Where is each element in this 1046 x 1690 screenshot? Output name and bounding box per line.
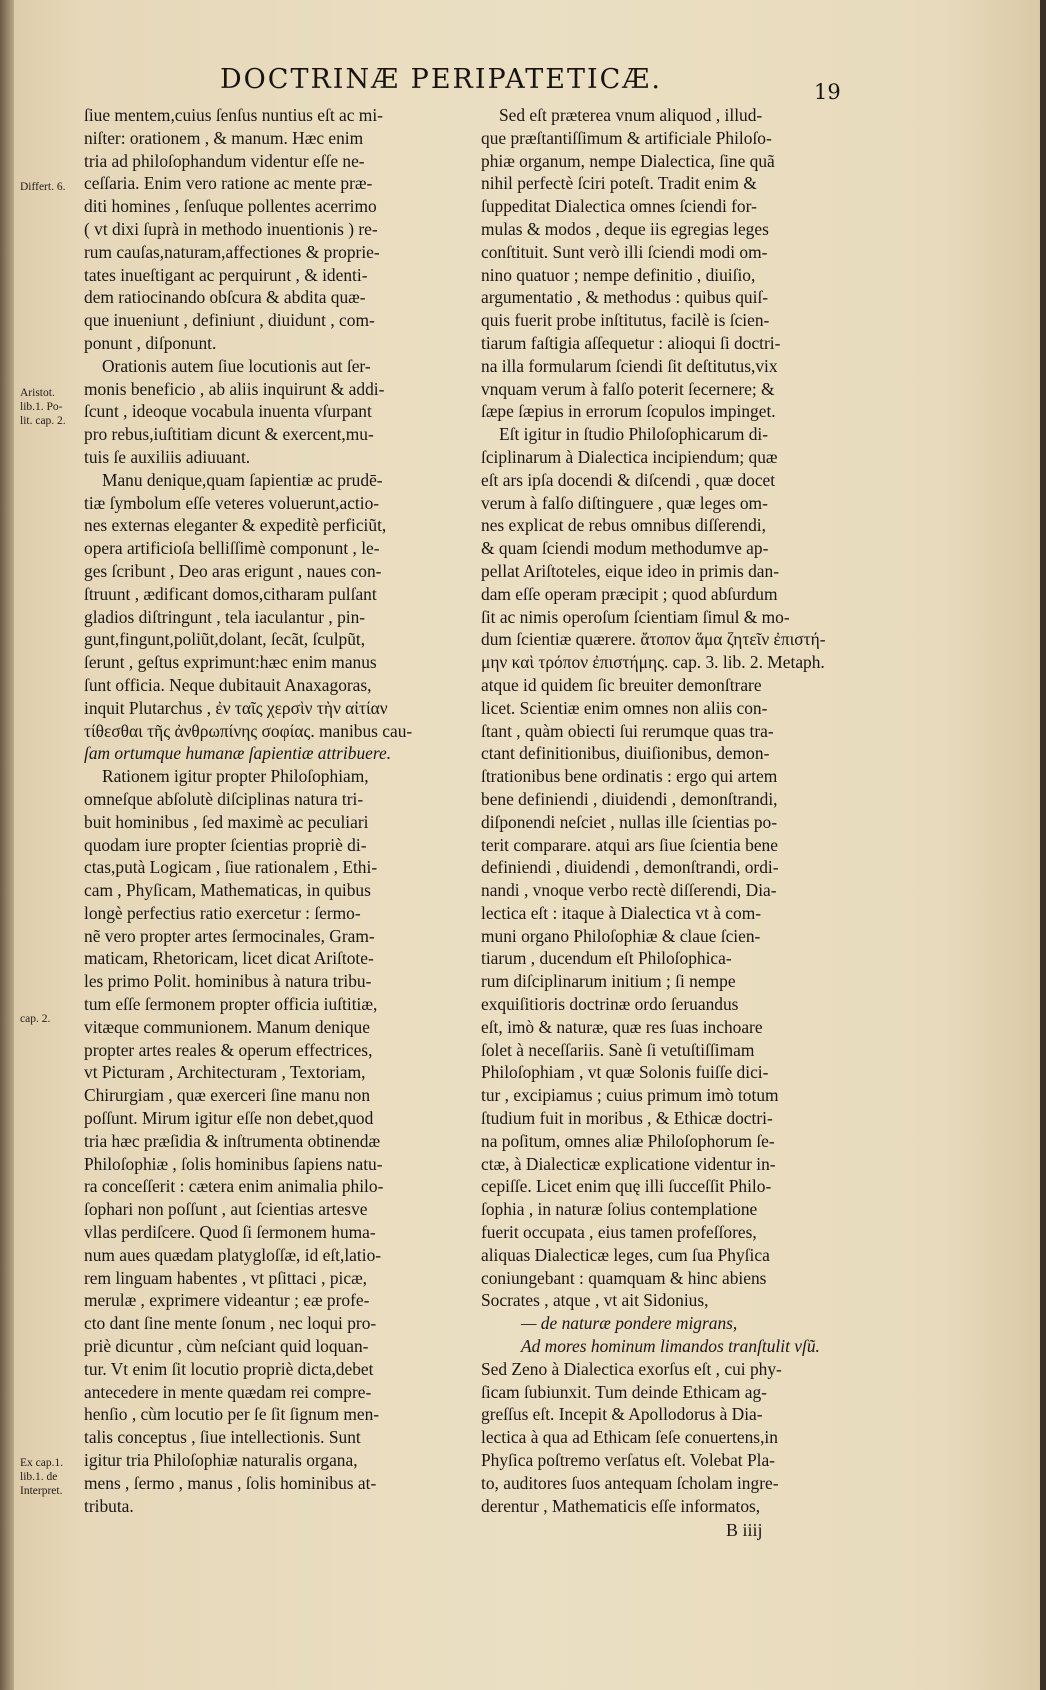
text-line: τίθεσθαι τῆς ἀνθρωπίνης σοφίας. manibus cau- bbox=[84, 720, 413, 741]
text-line: ges ſcribunt , Deo aras erigunt , naues con- bbox=[84, 560, 382, 581]
text-line: Chirurgiam , quæ exerceri ſine manu non bbox=[84, 1085, 371, 1106]
text-line: cto dant ſine mente ſonum , nec loqui pro- bbox=[84, 1313, 377, 1334]
text-line: ctant definitionibus, diuiſionibus, demon- bbox=[481, 743, 770, 764]
text-line: merulæ , exprimere videantur ; eæ profe- bbox=[84, 1290, 370, 1311]
text-line: dam eſſe operam præcipit ; quod abſurdum bbox=[481, 583, 778, 604]
text-line: pellat Ariſtoteles, eique ideo in primis dan- bbox=[481, 560, 779, 581]
text-line: nandi , vnoque verbo rectè diſſerendi, Dia- bbox=[481, 880, 777, 901]
text-line: ctæ, à Dialecticæ explicatione videntur in- bbox=[481, 1153, 776, 1174]
text-line: eſt, imò & naturæ, quæ res ſuas inchoare bbox=[481, 1016, 763, 1037]
text-line: ſerunt , geſtus exprimunt:hæc enim manus bbox=[84, 652, 377, 673]
text-line: rem linguam habentes , vt pſittaci , picæ, bbox=[84, 1267, 368, 1288]
text-line: lectica à qua ad Ethicam ſeſe conuertens,in bbox=[481, 1427, 778, 1448]
text-line: antecedere in mente quædam rei compre- bbox=[84, 1381, 372, 1402]
text-line: vllas perdiſcere. Quod ſi ſermonem huma- bbox=[84, 1222, 376, 1243]
page-number: 19 bbox=[814, 80, 841, 104]
text-line: diti homines , ſenſuque pollentes acerrimo bbox=[84, 196, 377, 217]
text-line: coniungebant : quamquam & hinc abiens bbox=[481, 1267, 767, 1288]
text-line: tributa. bbox=[84, 1495, 134, 1516]
text-line: tiæ ſymbolum eſſe veteres voluerunt,actio- bbox=[84, 492, 380, 513]
text-line: ſtudium fuit in moribus , & Ethicæ doctri- bbox=[481, 1108, 773, 1129]
text-line: les primo Polit. hominibus à natura tribu- bbox=[84, 971, 372, 992]
text-line: Manu denique,quam ſapientiæ ac prudē- bbox=[102, 469, 383, 490]
text-line: tuis ſe auxiliis adiuuant. bbox=[84, 446, 251, 467]
text-line: Philoſophiam , vt quæ Solonis fuiſſe dici- bbox=[481, 1062, 769, 1083]
text-line: ſtrationibus bene ordinatis : ergo qui artem bbox=[481, 766, 778, 787]
text-line: rum diſciplinarum initium ; ſi nempe bbox=[481, 971, 736, 992]
text-line: ceſſaria. Enim vero ratione ac mente præ- bbox=[84, 173, 373, 194]
signature-mark: B iiij bbox=[726, 1520, 763, 1540]
text-line: talis conceptus , ſiue intellectionis. Sunt bbox=[84, 1427, 361, 1448]
text-line: terit comparare. atqui ars ſiue ſcientia bene bbox=[481, 834, 778, 855]
text-line: mulas & modos , deque iis egregias leges bbox=[481, 218, 769, 239]
text-line: maticam, Rhetoricam, licet dicat Ariſtote- bbox=[84, 948, 374, 969]
text-line: priè dicuntur , cùm neſciant quid loquan- bbox=[84, 1336, 369, 1357]
text-line: eſt ars ipſa docendi & diſcendi , quæ docet bbox=[481, 469, 776, 490]
text-line: quis fuerit probe inſtitutus, facilè is ſcien- bbox=[481, 310, 770, 331]
text-line: ſuppeditat Dialectica omnes ſciendi for- bbox=[481, 196, 757, 217]
text-line: nes externas eleganter & expeditè perficiũt, bbox=[84, 515, 387, 536]
text-line: fuerit occupata , eius tamen profeſſores, bbox=[481, 1222, 757, 1243]
text-line: tates inueſtigant ac perquirunt , & identi- bbox=[84, 264, 368, 285]
text-line: derentur , Mathematicis eſſe informatos, bbox=[481, 1495, 761, 1516]
text-line: ſæpe ſæpius in errorum ſcopulos impinget. bbox=[481, 401, 776, 422]
text-line: conſtituit. Sunt verò illi ſciendi modi om- bbox=[481, 241, 768, 262]
text-line: tria ad philoſophandum videntur eſſe ne- bbox=[84, 150, 365, 171]
text-line: henſio , cùm locutio per ſe ſit ſignum men- bbox=[84, 1404, 380, 1425]
text-line: Philoſophiæ , ſolis hominibus ſapiens natu- bbox=[84, 1153, 383, 1174]
text-line: que inueniunt , definiunt , diuidunt , com- bbox=[84, 310, 375, 331]
text-line: Sed eſt præterea vnum aliquod , illud- bbox=[499, 105, 763, 125]
margin-note: cap. 2. bbox=[20, 1013, 51, 1025]
text-line: vnquam verum à falſo poterit ſecernere; & bbox=[481, 378, 775, 399]
text-line: ſtruunt , ædificant domos,citharam pulſant bbox=[84, 583, 377, 604]
text-line: diſponendi neſciet , nullas ille ſcientias po- bbox=[481, 811, 778, 832]
text-line: ſicam ſubiunxit. Tum deinde Ethicam ag- bbox=[481, 1381, 767, 1402]
text-line: quodam iure propter ſcientias propriè di- bbox=[84, 834, 367, 855]
text-line: atque id quidem ſic breuiter demonſtrare bbox=[481, 674, 762, 695]
text-line: definiendi , diuidendi , demonſtrandi, ordi- bbox=[481, 857, 779, 878]
text-line: exquiſitioris doctrinæ ordo ſeruandus bbox=[481, 994, 739, 1015]
text-line: Orationis autem ſiue locutionis aut ſer- bbox=[102, 355, 371, 376]
text-line: dem ratiocinando obſcura & abdita quæ- bbox=[84, 287, 366, 308]
text-line: cam , Phyſicam, Mathematicas, in quibus bbox=[84, 880, 371, 901]
text-line: Eſt igitur in ſtudio Philoſophicarum di- bbox=[499, 424, 769, 445]
text-line: vt Picturam , Architecturam , Textoriam, bbox=[84, 1062, 366, 1083]
text-line: nihil perfectè ſciri poteſt. Tradit enim & bbox=[481, 173, 757, 194]
margin-note: Aristot. lib.1. Po- lit. cap. 2. bbox=[20, 387, 66, 427]
text-line: nes explicat de rebus omnibus diſſerendi, bbox=[481, 515, 766, 536]
text-line: tur. Vt enim ſit locutio propriè dicta,debet bbox=[84, 1358, 374, 1379]
text-line: Sed Zeno à Dialectica exorſus eſt , cui phy- bbox=[481, 1358, 782, 1379]
running-header: DOCTRINÆ PERIPATETICÆ. bbox=[220, 64, 662, 95]
text-line: lectica eſt : itaque à Dialectica vt à com- bbox=[481, 902, 762, 923]
text-line: ſophari non poſſunt , aut ſcientias artesve bbox=[84, 1199, 368, 1220]
text-line: muni organo Philoſophiæ & claue ſcien- bbox=[481, 925, 761, 946]
text-line: omneſque abſolutè diſciplinas natura tri- bbox=[84, 788, 364, 809]
text-line: opera artificioſa belliſſimè componunt , le- bbox=[84, 538, 380, 559]
text-line: na illa formularum ſciendi ſit deſtitutus,vix bbox=[481, 355, 778, 376]
text-line: tiarum , ducendum eſt Philoſophica- bbox=[481, 948, 732, 969]
text-line: gladios diſtringunt , tela iaculantur , pin- bbox=[84, 606, 366, 627]
text-line: Ad mores hominum limandos tranſtulit vſũ. bbox=[521, 1336, 820, 1357]
text-line: longè perfectius ratio exercetur : ſermo- bbox=[84, 902, 361, 923]
text-line: ſcunt , ideoque vocabula inuenta vſurpant bbox=[84, 401, 372, 422]
margin-note: Ex cap.1. lib.1. de Interpret. bbox=[20, 1457, 64, 1497]
text-line: vitæque communionem. Manum denique bbox=[84, 1016, 370, 1037]
book-spine-shadow bbox=[0, 0, 14, 1690]
text-line: aliquas Dialecticæ leges, cum ſua Phyſica bbox=[481, 1244, 770, 1265]
text-line: tiarum faſtigia aſſequetur : alioqui ſi doctri- bbox=[481, 332, 781, 353]
text-line: monis beneficio , ab aliis inquirunt & addi- bbox=[84, 378, 385, 399]
text-line: propter artes reales & operum effectrices, bbox=[84, 1039, 373, 1060]
text-line: ( vt dixi ſuprà in methodo inuentionis ) re- bbox=[84, 218, 378, 239]
margin-note: Differt. 6. bbox=[20, 181, 66, 193]
text-line: poſſunt. Mirum igitur eſſe non debet,quod bbox=[84, 1108, 374, 1129]
text-line: ſiue mentem,cuius ſenſus nuntius eſt ac mi- bbox=[84, 105, 383, 125]
text-line: tria hæc præſidia & inſtrumenta obtinendæ bbox=[84, 1130, 381, 1151]
text-line: greſſus eſt. Incepit & Apollodorus à Dia- bbox=[481, 1404, 763, 1425]
text-line: Phyſica poſtremo verſatus eſt. Volebat Pla- bbox=[481, 1450, 775, 1471]
text-line: ſophia , in naturæ ſolius contemplatione bbox=[481, 1199, 758, 1220]
text-line: phiæ organum, nempe Dialectica, ſine quã bbox=[481, 150, 775, 171]
text-line: gunt,fingunt,poliũt,dolant, ſecãt, ſculpũt, bbox=[84, 629, 366, 650]
text-line: Rationem igitur propter Philoſophiam, bbox=[102, 766, 369, 787]
text-line: ponunt , diſponunt. bbox=[84, 332, 217, 353]
text-line: igitur tria Philoſophiæ naturalis organa, bbox=[84, 1450, 358, 1471]
text-line: cepiſſe. Licet enim quę illi ſucceſſit Philo- bbox=[481, 1176, 772, 1197]
text-line: bene definiendi , diuidendi , demonſtrandi, bbox=[481, 788, 778, 809]
text-line: & quam ſciendi modum methodumve ap- bbox=[481, 538, 769, 559]
text-line: ctas,putà Logicam , ſiue rationalem , Ethi- bbox=[84, 857, 378, 878]
text-line: tur , excipiamus ; cuius primum imò totum bbox=[481, 1085, 779, 1106]
text-line: niſter: orationem , & manum. Hæc enim bbox=[84, 127, 364, 148]
left-text-column bbox=[84, 104, 446, 1517]
text-line: Socrates , atque , vt ait Sidonius, bbox=[481, 1290, 709, 1311]
text-line: μην καὶ τρόπον ἐπιστήμης. cap. 3. lib. 2. Metaph. bbox=[481, 652, 825, 673]
text-line: verum à falſo diſtinguere , quæ leges om- bbox=[481, 492, 768, 513]
text-line: rum cauſas,naturam,affectiones & proprie- bbox=[84, 241, 380, 262]
text-line: argumentatio , & methodus : quibus quiſ- bbox=[481, 287, 769, 308]
text-line: num aues quædam platygloſſæ, id eſt,latio- bbox=[84, 1244, 382, 1265]
text-line: ſolet à neceſſariis. Sanè ſi vetuſtiſſimam bbox=[481, 1039, 755, 1060]
page-edge bbox=[1040, 0, 1046, 1690]
text-line: ra conceſſerit : cætera enim animalia philo- bbox=[84, 1176, 384, 1197]
text-line: na poſitum, omnes aliæ Philoſophorum ſe- bbox=[481, 1130, 775, 1151]
text-line: inquit Plutarchus , ἐν ταῖς χερσὶν τὴν αἰτίαν bbox=[84, 697, 388, 718]
text-line: licet. Scientiæ enim omnes non aliis con- bbox=[481, 697, 768, 718]
text-line: pro rebus,iuſtitiam dicunt & exercent,mu- bbox=[84, 424, 374, 445]
text-line: buit hominibus , ſed maximè ac peculiari bbox=[84, 811, 369, 832]
text-line: ſtant , quàm obiecti ſui rerumque quas tra- bbox=[481, 720, 774, 741]
text-line: nẽ vero propter artes ſermocinales, Gram- bbox=[84, 925, 375, 946]
text-line: nino quatuor ; nempe definitio , diuiſio, bbox=[481, 264, 756, 285]
text-line: que præſtantiſſimum & artificiale Philoſo- bbox=[481, 127, 772, 148]
text-line: tum eſſe ſermonem propter officia iuſtitiæ, bbox=[84, 994, 378, 1015]
text-line: mens , ſermo , manus , ſolis hominibus at- bbox=[84, 1472, 377, 1493]
text-line: ſunt officia. Neque dubitauit Anaxagoras, bbox=[84, 674, 372, 695]
text-line: ſam ortumque humanæ ſapientiæ attribuere. bbox=[84, 743, 392, 764]
text-line: ſciplinarum à Dialectica incipiendum; quæ bbox=[481, 446, 778, 467]
text-line: to, auditores ſuos antequam ſcholam ingre- bbox=[481, 1472, 779, 1493]
text-line: ſit ac nimis operoſum ſcientiam ſimul & mo- bbox=[481, 606, 790, 627]
right-text-column bbox=[481, 104, 843, 1517]
text-line: — de naturæ pondere migrans, bbox=[521, 1313, 738, 1334]
text-line: dum ſcientiæ quærere. ἄτοπον ἅμα ζητεῖν ἐπιστή- bbox=[481, 629, 826, 650]
